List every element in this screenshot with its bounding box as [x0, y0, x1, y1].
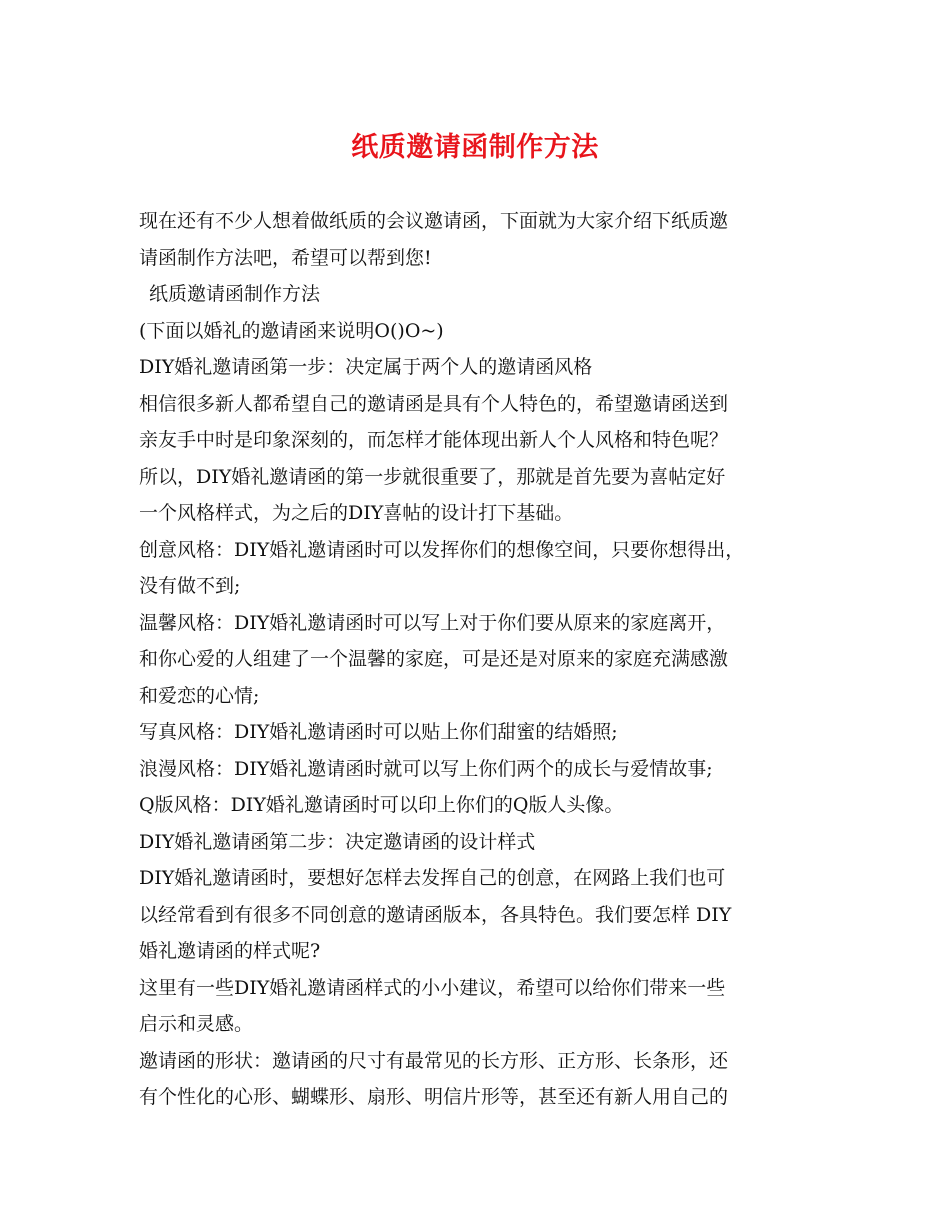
step-heading: DIY婚礼邀请函第二步：决定邀请函的设计样式: [139, 830, 536, 853]
paragraph-line: 所以，DIY婚礼邀请函的第一步就很重要了，那就是首先要为喜帖定好: [139, 465, 726, 488]
paragraph-line: DIY婚礼邀请函时，要想好怎样去发挥自己的创意，在网路上我们也可: [139, 867, 726, 889]
section-heading: 纸质邀请函制作方法: [149, 283, 321, 305]
paragraph-line: 写真风格：DIY婚礼邀请函时可以贴上你们甜蜜的结婚照;: [139, 721, 618, 743]
paragraph-line: 这里有一些DIY婚礼邀请函样式的小小建议，希望可以给你们带来一些: [139, 976, 726, 999]
paragraph-line: 温馨风格：DIY婚礼邀请函时可以写上对于你们要从原来的家庭离开，: [139, 611, 726, 634]
paragraph-line: 一个风格样式，为之后的DIY喜帖的设计打下基础。: [139, 502, 574, 524]
paragraph-line: 相信很多新人都希望自己的邀请函是具有个人特色的，希望邀请函送到: [139, 392, 729, 415]
paragraph-line: 亲友手中时是印象深刻的，而怎样才能体现出新人个人风格和特色呢？: [139, 429, 729, 451]
paragraph-line: (下面以婚礼的邀请函来说明O()O~): [139, 319, 444, 342]
paragraph-line: 没有做不到;: [139, 575, 241, 597]
paragraph-line: Q版风格：DIY婚礼邀请函时可以印上你们的Q版人头像。: [139, 794, 624, 816]
paragraph-line: 创意风格：DIY婚礼邀请函时可以发挥你们的想像空间，只要你想得出，: [139, 538, 745, 561]
paragraph-line: 邀请函的形状：邀请函的尺寸有最常见的长方形、正方形、长条形，还: [139, 1049, 729, 1072]
paragraph-line: 和爱恋的心情;: [139, 684, 260, 707]
paragraph-line: 和你心爱的人组建了一个温馨的家庭，可是还是对原来的家庭充满感激: [139, 648, 729, 670]
document-title: 纸质邀请函制作方法: [351, 132, 599, 163]
paragraph-line: 请函制作方法吧，希望可以帮到您!: [139, 246, 432, 269]
paragraph-line: 浪漫风格：DIY婚礼邀请函时就可以写上你们两个的成长与爱情故事;: [139, 757, 713, 780]
paragraph-line: 有个性化的心形、蝴蝶形、扇形、明信片形等，甚至还有新人用自己的: [139, 1086, 729, 1108]
paragraph-line: 以经常看到有很多不同创意的邀请函版本，各具特色。我们要怎样 DIY: [139, 903, 732, 926]
paragraph-line: 婚礼邀请函的样式呢?: [139, 940, 321, 962]
paragraph-line: 现在还有不少人想着做纸质的会议邀请函，下面就为大家介绍下纸质邀: [139, 210, 729, 232]
document-body: [139, 203, 829, 1116]
paragraph-line: 启示和灵感。: [139, 1013, 254, 1035]
step-heading: DIY婚礼邀请函第一步：决定属于两个人的邀请函风格: [139, 356, 593, 378]
